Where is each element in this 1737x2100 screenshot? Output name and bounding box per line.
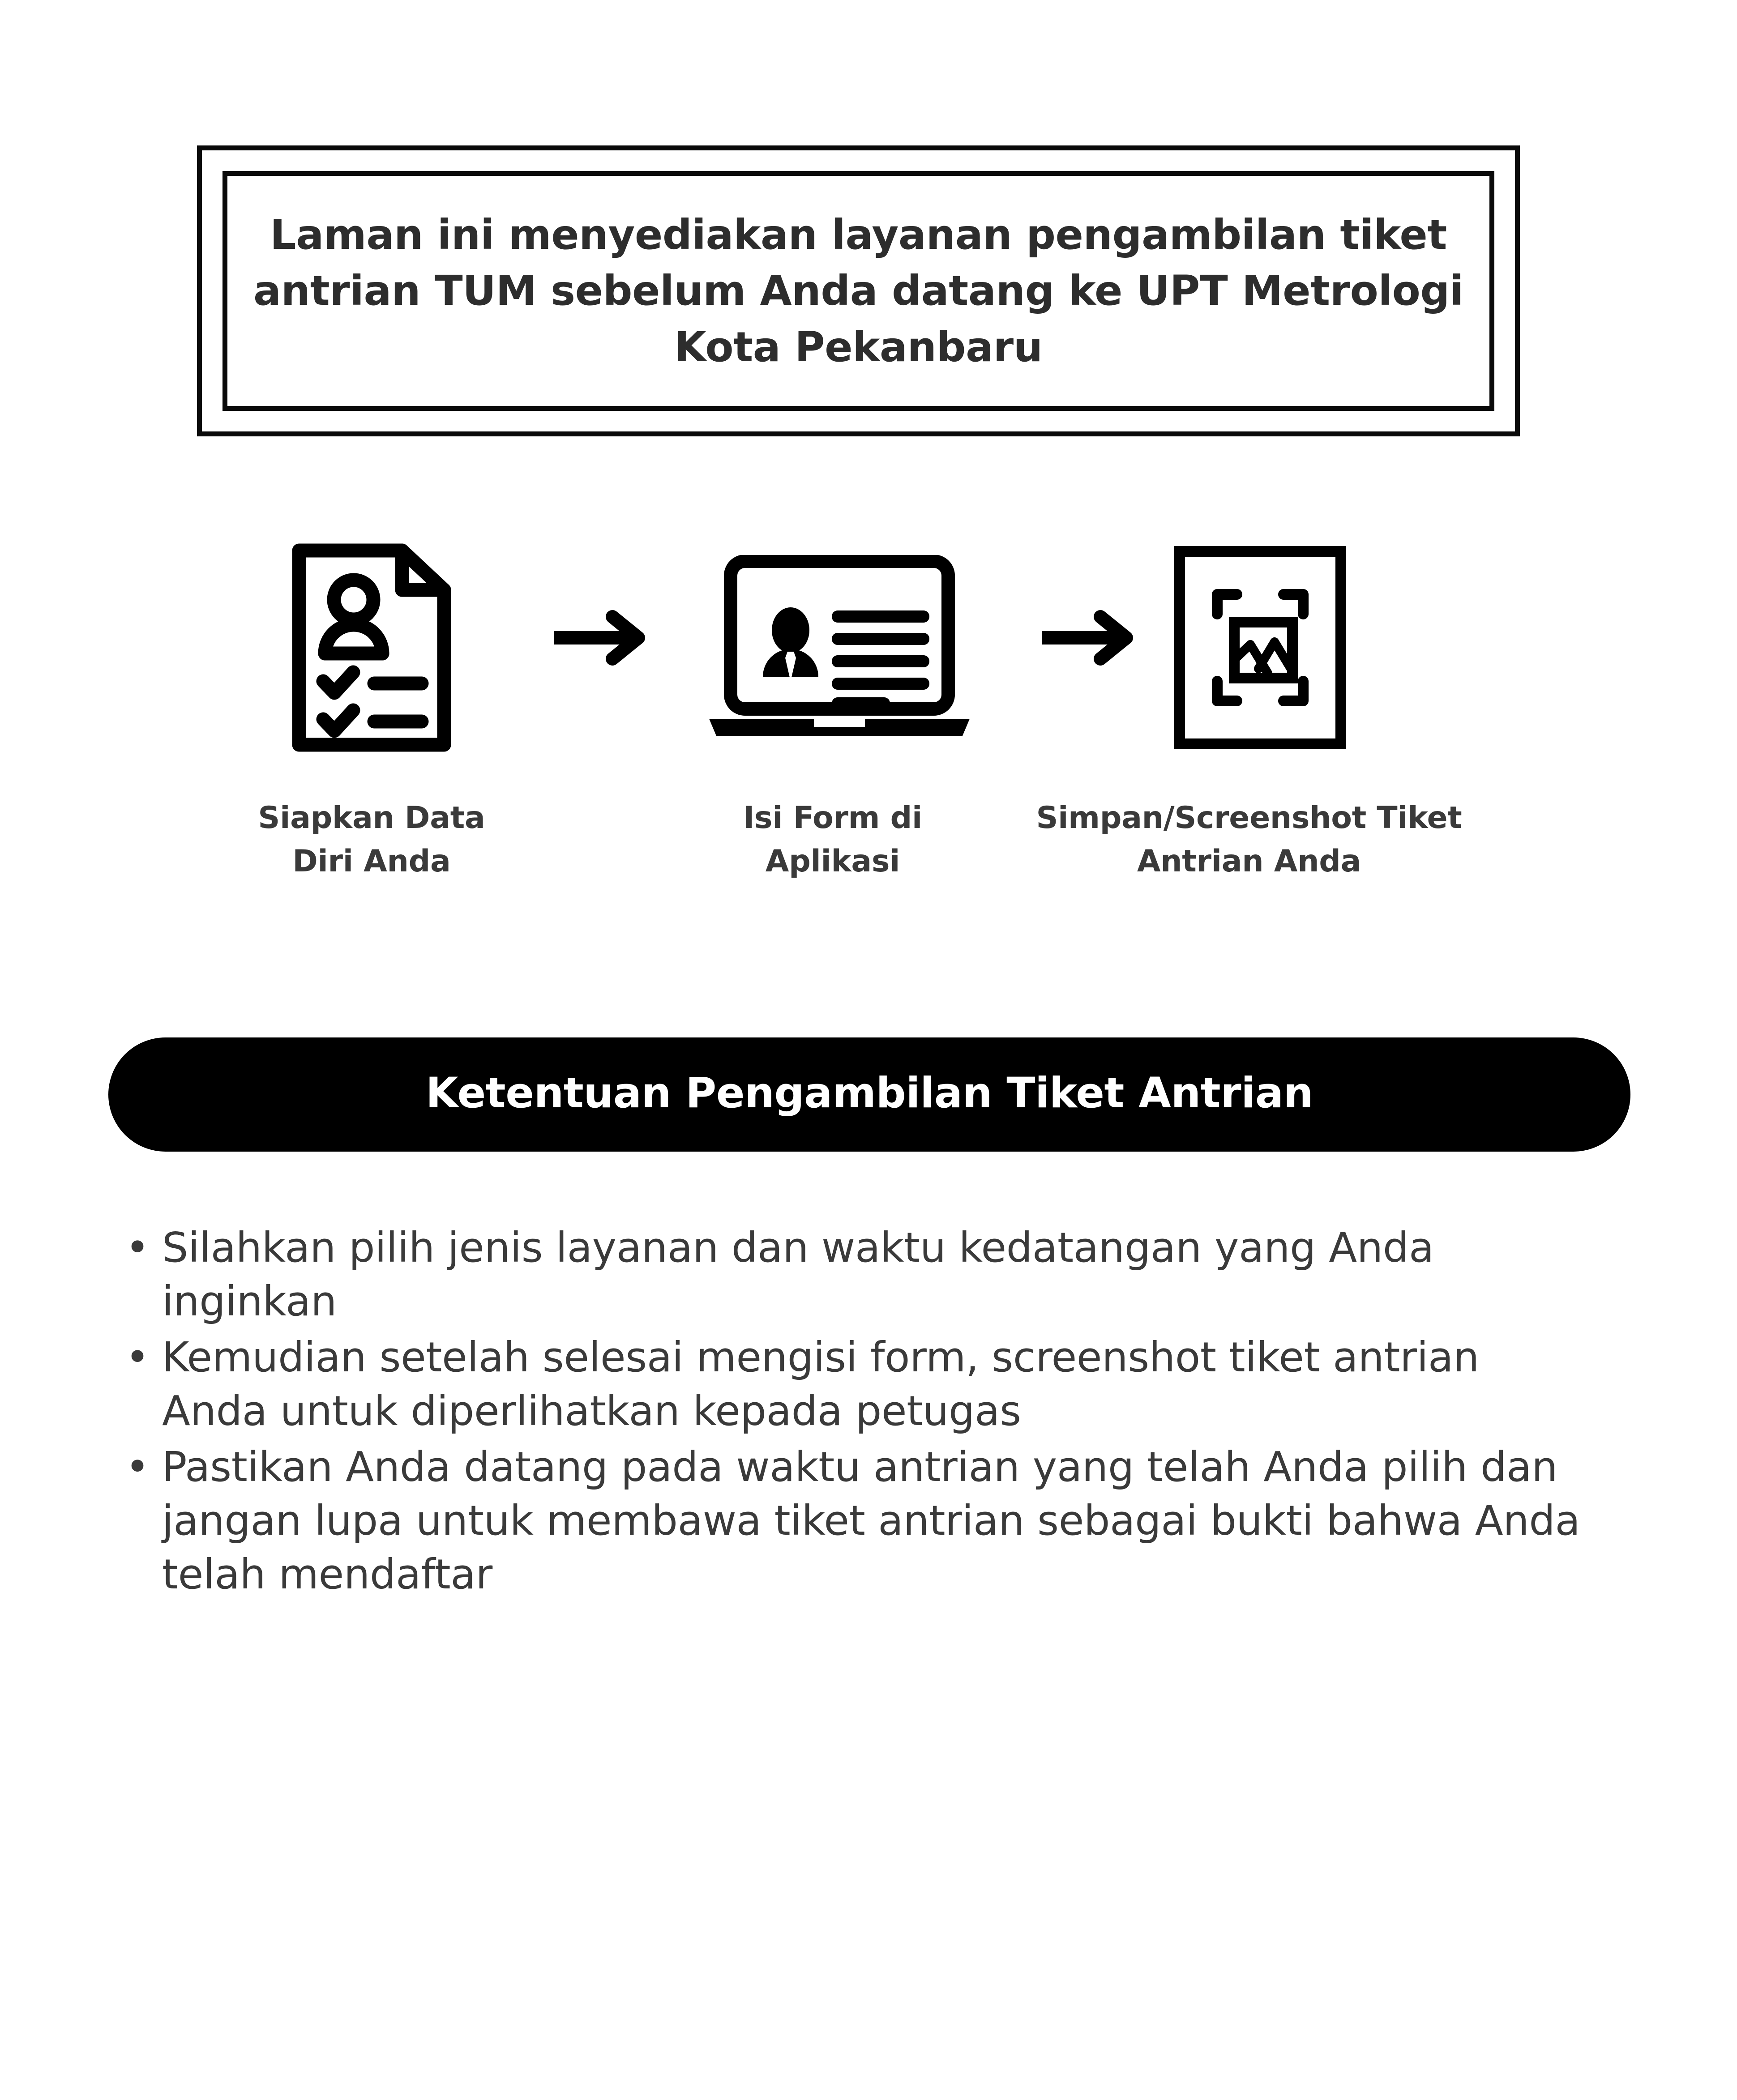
step-3-icon-container <box>1171 529 1350 766</box>
terms-list <box>113 1221 1644 1604</box>
list-item <box>113 1440 1644 1601</box>
terms-banner-title: Ketentuan Pengambilan Tiket Antrian <box>425 1068 1313 1118</box>
step-1-icon-container <box>282 529 461 766</box>
step-2-icon-container <box>696 546 983 752</box>
screenshot-capture-icon <box>1171 542 1350 753</box>
step-2-caption: Isi Form di Aplikasi <box>743 800 922 879</box>
intro-banner-outer-frame <box>197 145 1520 436</box>
arrow-right-icon <box>1039 609 1142 667</box>
laptop-form-icon <box>703 555 976 743</box>
list-item-text: Silahkan pilih jenis layanan dan waktu kedatangan yang Anda inginkan <box>162 1224 1434 1325</box>
step-1-caption: Siapkan Data Diri Anda <box>258 800 485 879</box>
document-person-checklist-icon <box>291 542 452 753</box>
bullet-marker-icon: • <box>125 1443 150 1491</box>
step-arrow-2-container <box>1039 609 1151 671</box>
steps-row <box>197 519 1520 779</box>
step-arrow-1-container <box>551 609 663 671</box>
bullet-marker-icon: • <box>125 1224 150 1272</box>
arrow-right-icon <box>551 609 654 667</box>
list-item <box>113 1331 1644 1438</box>
bullet-marker-icon: • <box>125 1333 150 1382</box>
list-item-text: Kemudian setelah selesai mengisi form, screenshot tiket antrian Anda untuk diperlihatkan kepada petugas <box>162 1333 1480 1435</box>
intro-text: Laman ini menyediakan layanan pengambilan tiket antrian TUM sebelum Anda datang ke UPT Metrologi Kota Pekanbaru <box>253 211 1463 371</box>
terms-banner <box>108 1037 1630 1152</box>
list-item <box>113 1221 1644 1328</box>
intro-banner-inner-frame <box>222 171 1494 411</box>
step-3-caption: Simpan/Screenshot Tiket Antrian Anda <box>1036 800 1462 879</box>
step-captions-row <box>197 797 1520 913</box>
list-item-text: Pastikan Anda datang pada waktu antrian yang telah Anda pilih dan jangan lupa untuk membawa tiket antrian sebagai bukti bahwa Anda telah mendaftar <box>162 1443 1580 1598</box>
